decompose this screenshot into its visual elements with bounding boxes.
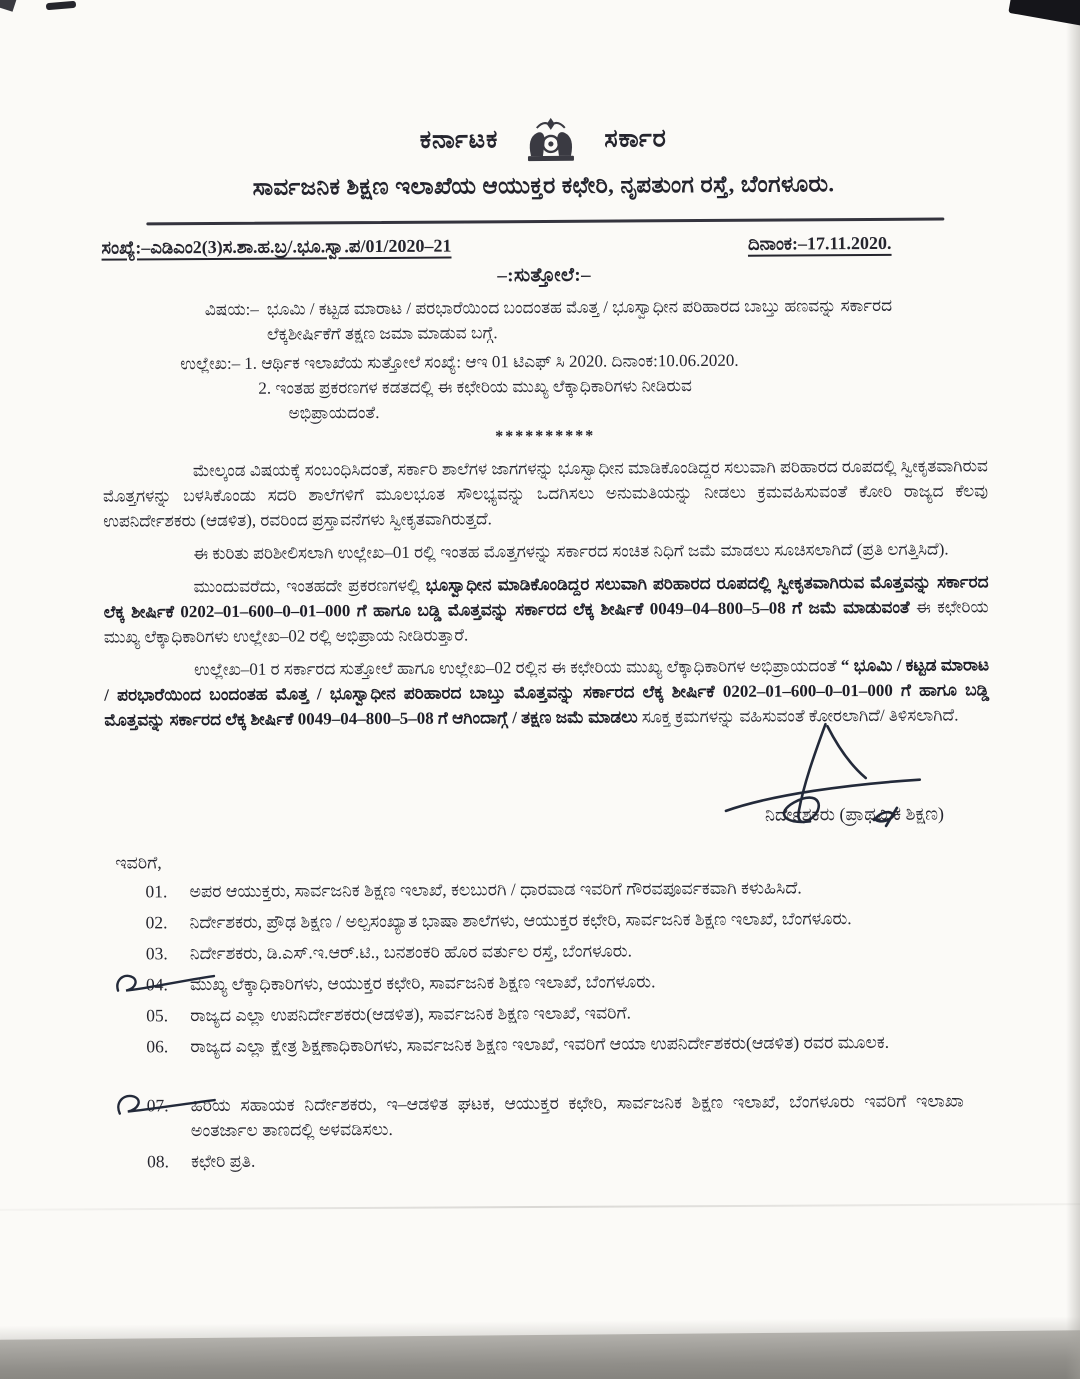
item-number: 02. <box>145 912 168 933</box>
letter-date: ದಿನಾಂಕ:–17.11.2020. <box>747 232 892 254</box>
scan-bottom-edge <box>0 1330 1080 1379</box>
distribution-item-2 <box>146 905 991 935</box>
item-text: ಅಪರ ಆಯುಕ್ತರು, ಸಾರ್ವಜನಿಕ ಶಿಕ್ಷಣ ಇಲಾಖೆ, ಕಲಬುರಗಿ / ಧಾರವಾಡ ಇವರಿಗೆ ಗೌರವಪೂರ್ವಕವಾಗಿ ಕಳುಹಿಸಿದೆ. <box>189 877 802 902</box>
reference-2-text: 2. ಇಂತಹ ಪ್ರಕರಣಗಳ ಕಡತದಲ್ಲಿ ಈ ಕಛೇರಿಯ ಮುಖ್ಯ ಲೆಕ್ಕಾಧಿಕಾರಿಗಳು ನೀಡಿರುವ <box>258 376 692 398</box>
paragraph-segment-bold: “ ಭೂಮಿ / ಕಟ್ಟಡ ಮಾರಾಟ / ಪರಭಾರೆಯಿಂದ ಬಂದಂತಹ ಮೊತ್ತ / ಭೂಸ್ವಾಧೀನ ಪರಿಹಾರದ ಬಾಬ್ತು ಮೊತ್ತವನ್ನು ಸರ್ಕಾರದ ಲೆಕ್ಕ ಶೀರ್ಷಿಕೆ 0202–01–600–0–01–000 ಗೆ ಹಾಗೂ ಬಡ್ಡಿ ಮೊತ್ತವನ್ನು ಸರ್ಕಾರದ ಲೆಕ್ಕ ಶೀರ್ಷಿಕೆ 0049–04–800–5–08 ಗೆ ಆಗಿಂದಾಗ್ಗೆ / ತಕ್ಷಣ ಜಮೆ ಮಾಡಲು <box>104 655 990 730</box>
subject-label: ವಿಷಯ:– <box>204 299 259 320</box>
item-text: ರಾಜ್ಯದ ಎಲ್ಲಾ ಕ್ಷೇತ್ರ ಶಿಕ್ಷಣಾಧಿಕಾರಿಗಳು, ಸಾರ್ವಜನಿಕ ಶಿಕ್ಷಣ ಇಲಾಖೆ, ಇವರಿಗೆ ಆಯಾ ಉಪನಿರ್ದೇಶಕರು(ಆಡಳಿತ) ರವರ ಮೂಲಕ. <box>190 1031 890 1057</box>
office-address-line: ಸಾರ್ವಜನಿಕ ಶಿಕ್ಷಣ ಇಲಾಖೆಯ ಆಯುಕ್ತರ ಕಛೇರಿ, ನೃಪತುಂಗ ರಸ್ತೆ, ಬೆಂಗಳೂರು. <box>252 171 835 200</box>
item-number: 01. <box>145 881 168 902</box>
signature-block <box>104 731 990 848</box>
government-title-row <box>101 113 986 166</box>
body-paragraph-3 <box>104 569 989 649</box>
paper-fold-crease <box>0 1203 1080 1211</box>
circular-heading: –:ಸುತ್ತೋಲೆ:– <box>497 264 592 287</box>
item-number: 04. <box>145 974 168 995</box>
distribution-item-8 <box>147 1144 992 1174</box>
paragraph-segment: ಮೇಲ್ಕಂಡ ವಿಷಯಕ್ಕೆ ಸಂಬಂಧಿಸಿದಂತೆ, ಸರ್ಕಾರಿ ಶಾಲೆಗಳ ಜಾಗಗಳನ್ನು ಭೂಸ್ವಾಧೀನ ಮಾಡಿಕೊಂಡಿದ್ದರ ಸಲುವಾಗಿ ಪರಿಹಾರದ ರೂಪದಲ್ಲಿ ಸ್ವೀಕೃತವಾಗಿರುವ ಮೊತ್ತಗಳನ್ನು ಬಳಸಿಕೊಂಡು ಸದರಿ ಶಾಲೆಗಳಿಗೆ ಮೂಲಭೂತ ಸೌಲಭ್ಯವನ್ನು ಒದಗಿಸಲು ಅನುಮತಿಯನ್ನು ನೀಡಲು ಕ್ರಮವಹಿಸುವಂತೆ ಕೋರಿ ರಾಜ್ಯದ ಕೆಲವು ಉಪನಿರ್ದೇಶಕರು (ಆಡಳಿತ), ರವರಿಂದ ಪ್ರಸ್ತಾವನೆಗಳು ಸ್ವೀಕೃತವಾಗಿರುತ್ತದೆ. <box>102 456 989 531</box>
distribution-item-5 <box>146 998 991 1028</box>
item-text: ಕಛೇರಿ ಪ್ರತಿ. <box>191 1150 256 1172</box>
body-paragraph-2 <box>103 536 988 566</box>
references-label: ಉಲ್ಲೇಖ:– <box>180 353 241 374</box>
distribution-item-1 <box>145 874 990 904</box>
distribution-item-4 <box>146 967 991 997</box>
subject-text: ಭೂಮಿ / ಕಟ್ಟಡ ಮಾರಾಟ / ಪರಭಾರೆಯಿಂದ ಬಂದಂತಹ ಮೊತ್ತ / ಭೂಸ್ವಾಧೀನ ಪರಿಹಾರದ ಬಾಬ್ತು ಹಣವನ್ನು ಸರ್ಕಾರದ ಲೆಕ್ಕಶೀರ್ಷಿಕೆಗೆ ತಕ್ಷಣ ಜಮಾ ಮಾಡುವ ಬಗ್ಗೆ. <box>266 295 893 344</box>
distribution-item-6 <box>146 1029 991 1059</box>
paragraph-segment: ಉಲ್ಲೇಖ–01 ರ ಸರ್ಕಾರದ ಸುತ್ತೋಲೆ ಹಾಗೂ ಉಲ್ಲೇಖ–02 ರಲ್ಲಿನ ಈ ಕಛೇರಿಯ ಮುಖ್ಯ ಲೆಕ್ಕಾಧಿಕಾರಿಗಳ ಅಭಿಪ್ರಾಯದಂತೆ <box>194 656 841 680</box>
distribution-list <box>145 874 992 1174</box>
item-text: ನಿರ್ದೇಶಕರು, ಪ್ರೌಢ ಶಿಕ್ಷಣ / ಅಲ್ಪಸಂಖ್ಯಾತ ಭಾಷಾ ಶಾಲೆಗಳು, ಆಯುಕ್ತರ ಕಛೇರಿ, ಸಾರ್ವಜನಿಕ ಶಿಕ್ಷಣ ಇಲಾಖೆ, ಬೆಂಗಳೂರು. <box>189 908 852 933</box>
government-word-text: ಸರ್ಕಾರ <box>604 125 667 153</box>
item-number: 05. <box>146 1005 169 1026</box>
signatory-designation: ನಿರ್ದೇಶಕರು (ಪ್ರಾಥಮಿಕ ಶಿಕ್ಷಣ) <box>764 803 945 825</box>
header-divider <box>146 218 944 226</box>
item-number: 06. <box>146 1036 169 1057</box>
item-number: 03. <box>145 943 168 964</box>
scan-right-edge <box>1066 0 1080 1379</box>
section-separator: ********** <box>495 427 596 446</box>
item-text: ಹಿರಿಯ ಸಹಾಯಕ ನಿರ್ದೇಶಕರು, ಇ–ಆಡಳಿತ ಘಟಕ, ಆಯುಕ್ತರ ಕಛೇರಿ, ಸಾರ್ವಜನಿಕ ಶಿಕ್ಷಣ ಇಲಾಖೆ, ಬೆಂಗಳೂರು ಇವರಿಗೆ ಇಲಾಖಾ ಅಂತರ್ಜಾಲ ತಾಣದಲ್ಲಿ ಅಳವಡಿಸಲು. <box>190 1090 964 1141</box>
item-number: 08. <box>147 1151 170 1172</box>
item-text: ನಿರ್ದೇಶಕರು, ಡಿ.ಎಸ್.ಇ.ಆರ್.ಟಿ., ಬನಶಂಕರಿ ಹೊರ ವರ್ತುಲ ರಸ್ತೆ, ಬೆಂಗಳೂರು. <box>189 940 632 964</box>
paragraph-segment: ಸೂಕ್ತ ಕ್ರಮಗಳನ್ನು ವಹಿಸುವಂತೆ ಕೋರಲಾಗಿದೆ/ ತಿಳಿಸಲಾಗಿದೆ. <box>641 705 959 727</box>
karnataka-emblem-icon <box>524 116 578 164</box>
references-block <box>102 346 987 426</box>
subject-block <box>205 293 947 348</box>
reference-1-text: 1. ಆರ್ಥಿಕ ಇಲಾಖೆಯ ಸುತ್ತೋಲೆ ಸಂಖ್ಯೆ: ಆಇ 01 ಟಿಎಫ್ ಸಿ 2020. ದಿನಾಂಕ:10.06.2020. <box>244 350 739 373</box>
item-text: ರಾಜ್ಯದ ಎಲ್ಲಾ ಉಪನಿರ್ದೇಶಕರು(ಆಡಳಿತ), ಸಾರ್ವಜನಿಕ ಶಿಕ್ಷಣ ಇಲಾಖೆ, ಇವರಿಗೆ. <box>190 1002 632 1026</box>
paragraph-segment: ಈ ಕಛೇರಿಯ ಮುಖ್ಯ ಲೆಕ್ಕಾಧಿಕಾರಿಗಳು ಉಲ್ಲೇಖ–02 ರಲ್ಲಿ ಅಭಿಪ್ರಾಯ ನೀಡಿರುತ್ತಾರೆ. <box>103 597 989 647</box>
body-paragraph-1 <box>103 453 988 533</box>
distribution-item-7 <box>147 1088 992 1143</box>
reference-number: ಸಂಖ್ಯೆ:–ಎಡಿಎಂ2(3)ಸ.ಶಾ.ಹ.ಬ್ರ/.ಭೂ.ಸ್ವಾ.ಪ/01/2020–21 <box>101 235 452 258</box>
distribution-heading: ಇವರಿಗೆ, <box>115 852 162 873</box>
item-text: ಮುಖ್ಯ ಲೆಕ್ಕಾಧಿಕಾರಿಗಳು, ಆಯುಕ್ತರ ಕಛೇರಿ, ಸಾರ್ವಜನಿಕ ಶಿಕ್ಷಣ ಇಲಾಖೆ, ಬೆಂಗಳೂರು. <box>189 971 656 995</box>
item-number: 07. <box>146 1095 169 1116</box>
reference-2-continued: ಅಭಿಪ್ರಾಯದಂತೆ. <box>288 402 380 423</box>
paragraph-segment: ಈ ಕುರಿತು ಪರಿಶೀಲಿಸಲಾಗಿ ಉಲ್ಲೇಖ–01 ರಲ್ಲಿ ಇಂತಹ ಮೊತ್ತಗಳನ್ನು ಸರ್ಕಾರದ ಸಂಚಿತ ನಿಧಿಗೆ ಜಮೆ ಮಾಡಲು ಸೂಚಿಸಲಾಗಿದೆ (ಪ್ರತಿ ಲಗತ್ತಿಸಿದೆ). <box>193 539 949 564</box>
distribution-item-3 <box>146 936 991 966</box>
paragraph-segment-bold: ಭೂಸ್ವಾಧೀನ ಮಾಡಿಕೊಂಡಿದ್ದರ ಸಲುವಾಗಿ ಪರಿಹಾರದ ರೂಪದಲ್ಲಿ ಸ್ವೀಕೃತವಾಗಿರುವ ಮೊತ್ತವನ್ನು ಸರ್ಕಾರದ ಲೆಕ್ಕ ಶೀರ್ಷಿಕೆ 0202–01–600–0–01–000 ಗೆ ಹಾಗೂ ಬಡ್ಡಿ ಮೊತ್ತವನ್ನು ಸರ್ಕಾರದ ಲೆಕ್ಕ ಶೀರ್ಷಿಕೆ 0049–04–800–5–08 ಗೆ ಜಮೆ ಮಾಡುವಂತೆ <box>103 572 989 622</box>
body-paragraph-4 <box>104 652 989 732</box>
state-name-text: ಕರ್ನಾಟಕ <box>419 126 499 154</box>
paragraph-segment: ಮುಂದುವರೆದು, ಇಂತಹದೇ ಪ್ರಕರಣಗಳಲ್ಲಿ <box>193 575 426 597</box>
reference-date-row <box>101 232 986 258</box>
